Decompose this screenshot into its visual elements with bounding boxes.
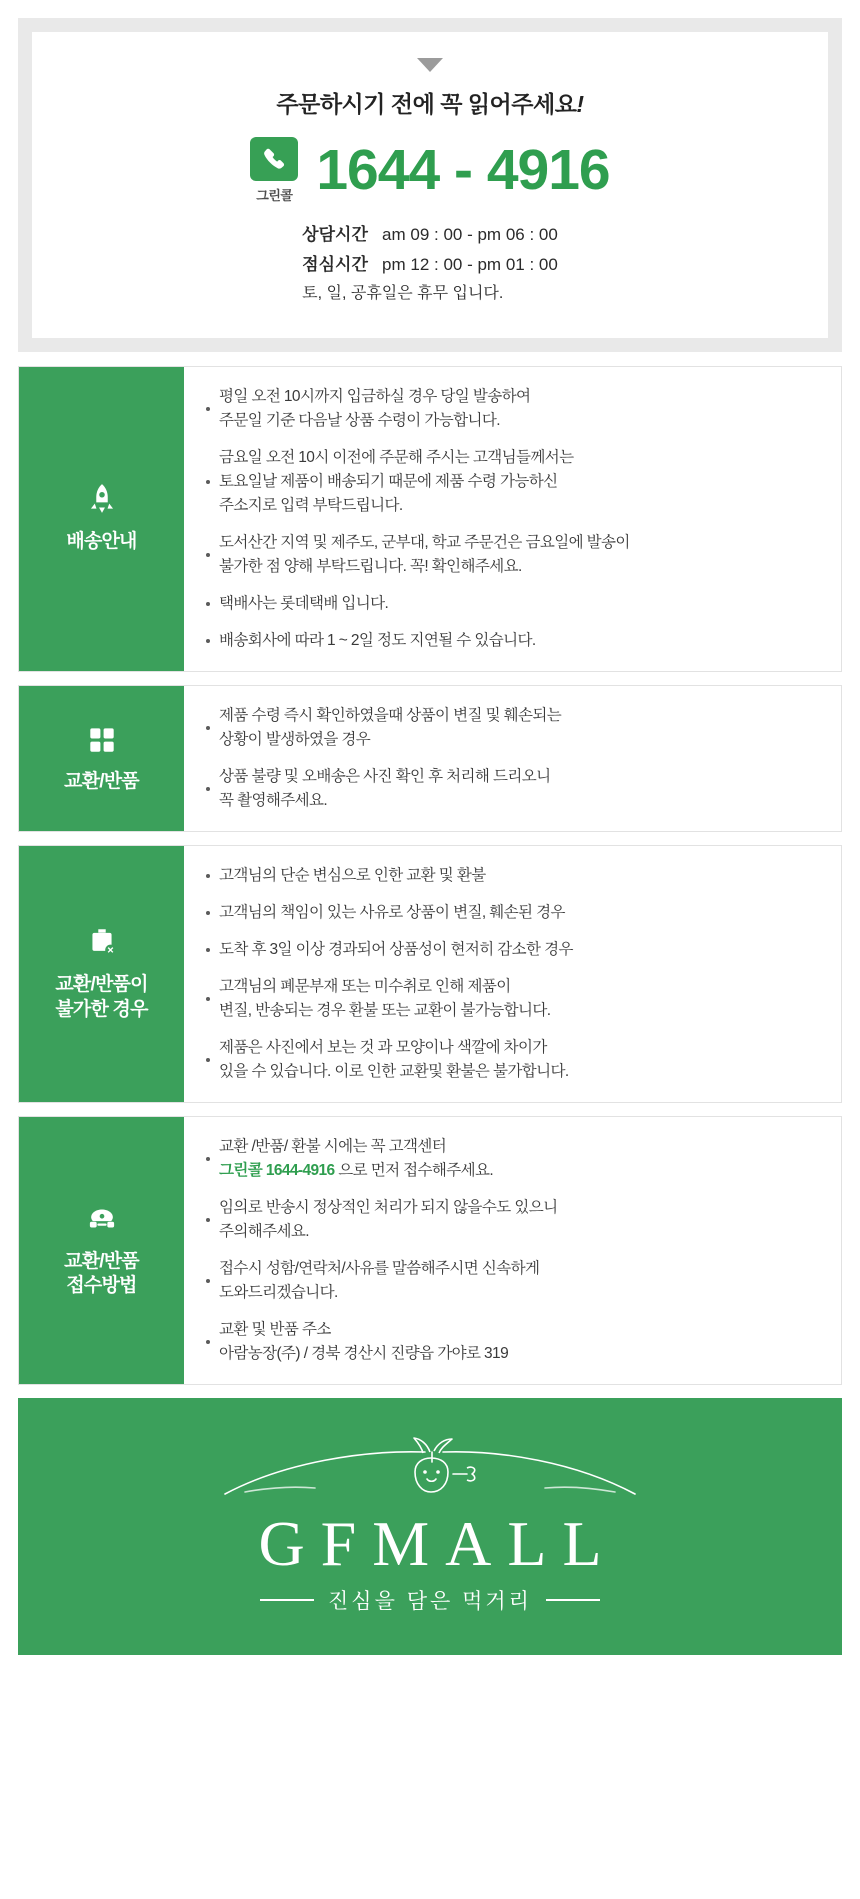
- bullet-text: 제품은 사진에서 보는 것 과 모양이나 색깔에 차이가 있을 수 있습니다. 이로 인한 교환및 환불은 불가합니다.: [219, 1038, 569, 1080]
- section-title: 교환/반품이 불가한 경우: [55, 974, 148, 1020]
- bullet-text: 금요일 오전 10시 이전에 주문해 주시는 고객님들께서는 토요일날 제품이 배송되기 때문에 제품 수령 가능하신 주소지로 입력 부탁드립니다.: [219, 448, 574, 514]
- section-body: [184, 1117, 841, 1384]
- telephone-icon: [82, 1202, 122, 1236]
- notice-title-text: 주문하시기 전에 꼭 읽어주세요: [276, 91, 577, 117]
- notice-panel: [18, 18, 842, 352]
- bullet-item: [206, 446, 819, 518]
- bullet-item: [206, 975, 819, 1023]
- bullet-text: 고객님의 단순 변심으로 인한 교환 및 환불: [219, 866, 486, 884]
- bullet-item: [206, 1257, 819, 1305]
- bullet-dot-icon: [206, 407, 210, 411]
- bullet-text: 도서산간 지역 및 제주도, 군부대, 학교 주문건은 금요일에 발송이 불가한 점 양해 부탁드립니다. 꼭! 확인해주세요.: [219, 533, 630, 575]
- tagline-rule-right: [546, 1599, 600, 1601]
- sprout-character-art: [18, 1432, 842, 1510]
- section-label: [19, 686, 184, 831]
- bullet-item: [206, 765, 819, 813]
- section-body: [184, 367, 841, 671]
- section-label: [19, 1117, 184, 1384]
- bullet-dot-icon: [206, 480, 210, 484]
- business-hours: [302, 220, 558, 308]
- bullet-text: 접수시 성함/연락처/사유를 말씀해주시면 신속하게 도와드리겠습니다.: [219, 1259, 540, 1301]
- bullet-item: [206, 938, 819, 962]
- bullet-text: 교환 /반품/ 환불 시에는 꼭 고객센터 그린콜 1644-4916 으로 먼저 접수해주세요.: [219, 1137, 494, 1179]
- hours-value-counsel: am 09 : 00 - pm 06 : 00: [382, 225, 558, 244]
- bullet-text: 택배사는 롯데택배 입니다.: [219, 594, 389, 612]
- phone-number: 1644 - 4916: [316, 138, 610, 202]
- bullet-item: [206, 1135, 819, 1183]
- bullet-dot-icon: [206, 911, 210, 915]
- bullet-dot-icon: [206, 787, 210, 791]
- section-label: [19, 367, 184, 671]
- phone-row: [52, 137, 808, 204]
- info-section: [18, 685, 842, 832]
- bullet-dot-icon: [206, 948, 210, 952]
- hours-label-counsel: 상담시간: [302, 225, 368, 244]
- bullet-item: [206, 704, 819, 752]
- notice-title-mark: !: [576, 91, 584, 117]
- bullet-text: 교환 및 반품 주소 아람농장(주) / 경북 경산시 진량읍 가야로 319: [219, 1320, 509, 1362]
- bullet-dot-icon: [206, 1279, 210, 1283]
- bullet-text: 임의로 반송시 정상적인 처리가 되지 않을수도 있으니 주의해주세요.: [219, 1198, 558, 1240]
- bullet-text: 도착 후 3일 이상 경과되어 상품성이 현저히 감소한 경우: [219, 940, 573, 958]
- section-body: [184, 846, 841, 1102]
- info-section: [18, 845, 842, 1103]
- tagline-rule-left: [260, 1599, 314, 1601]
- section-body: [184, 686, 841, 831]
- bullet-item: [206, 1196, 819, 1244]
- bullet-dot-icon: [206, 602, 210, 606]
- hours-value-lunch: pm 12 : 00 - pm 01 : 00: [382, 254, 558, 274]
- section-title: 교환/반품 접수방법: [64, 1250, 139, 1297]
- bullet-dot-icon: [206, 1058, 210, 1062]
- info-section: [18, 366, 842, 672]
- grid-squares-icon: [82, 722, 122, 756]
- bullet-item: [206, 592, 819, 616]
- info-sections: [18, 366, 842, 1385]
- bullet-dot-icon: [206, 1218, 210, 1222]
- closed-note: 토, 일, 공휴일은 휴무 입니다.: [302, 284, 504, 302]
- notice-inner: [32, 32, 828, 338]
- bullet-item: [206, 864, 819, 888]
- bullet-item: [206, 531, 819, 579]
- notice-title: [52, 86, 808, 119]
- no-package-icon: [82, 925, 122, 959]
- bullet-dot-icon: [206, 553, 210, 557]
- hours-row-lunch: [302, 250, 558, 280]
- section-title: 배송안내: [66, 531, 137, 553]
- bullet-dot-icon: [206, 726, 210, 730]
- footer-logo-panel: [18, 1398, 842, 1655]
- brand-tagline: [18, 1585, 842, 1615]
- bullet-dot-icon: [206, 1157, 210, 1161]
- greencall-label: 그린콜: [256, 188, 293, 203]
- bullet-dot-icon: [206, 997, 210, 1001]
- bullet-dot-icon: [206, 1340, 210, 1344]
- bullet-text: 상품 불량 및 오배송은 사진 확인 후 처리해 드리오니 꼭 촬영해주세요.: [219, 767, 551, 809]
- bullet-text: 고객님의 폐문부재 또는 미수취로 인해 제품이 변질, 반송되는 경우 환불 또는 교환이 불가능합니다.: [219, 977, 551, 1019]
- bullet-item: [206, 1318, 819, 1366]
- bullet-dot-icon: [206, 639, 210, 643]
- brand-logo: GFMALL: [258, 1507, 618, 1579]
- info-section: [18, 1116, 842, 1385]
- section-label: [19, 846, 184, 1102]
- hours-label-lunch: 점심시간: [302, 254, 368, 274]
- tagline-text: 진심을 담은 먹거리: [328, 1590, 532, 1614]
- bullet-dot-icon: [206, 874, 210, 878]
- bullet-text: 제품 수령 즉시 확인하였을때 상품이 변질 및 훼손되는 상황이 발생하였을 경우: [219, 706, 562, 748]
- hours-row-counsel: [302, 220, 558, 250]
- bullet-item: [206, 629, 819, 653]
- section-title: 교환/반품: [64, 770, 139, 792]
- caret-down-icon: [417, 58, 443, 72]
- bullet-item: [206, 1036, 819, 1084]
- bullet-text: 평일 오전 10시까지 입금하실 경우 당일 발송하여 주문일 기준 다음날 상품 수령이 가능합니다.: [219, 387, 531, 429]
- greencall-block: [250, 137, 298, 204]
- phone-icon: [250, 137, 298, 181]
- bullet-text: 고객님의 책임이 있는 사유로 상품이 변질, 훼손된 경우: [219, 903, 565, 921]
- bullet-item: [206, 385, 819, 433]
- bullet-text: 배송회사에 따라 1 ~ 2일 정도 지연될 수 있습니다.: [219, 631, 536, 649]
- rocket-icon: [82, 482, 122, 516]
- bullet-item: [206, 901, 819, 925]
